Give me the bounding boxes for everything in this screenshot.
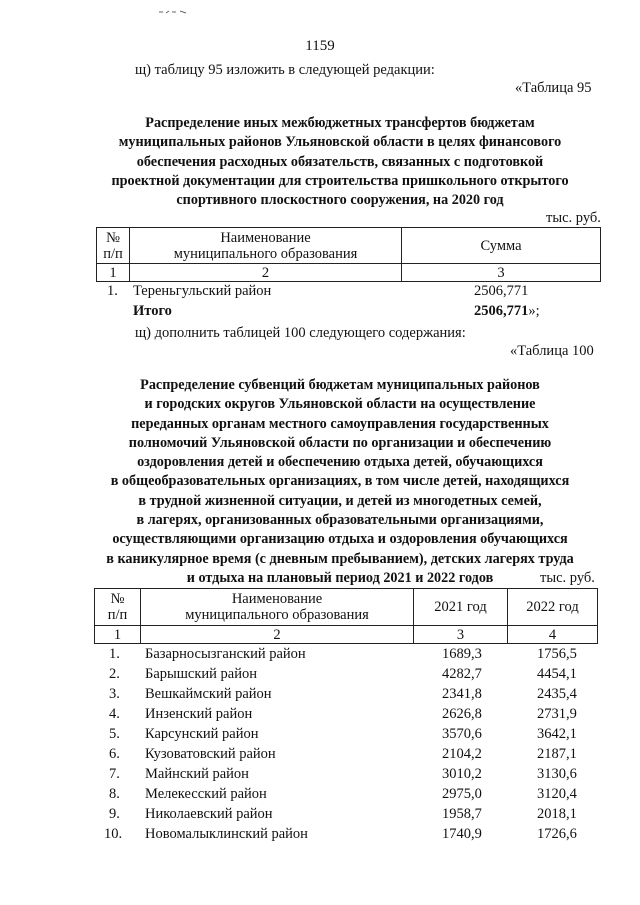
- table95-title: [60, 114, 620, 210]
- row-name: Тереньгульский район: [133, 283, 272, 299]
- table95-title-line: Распределение иных межбюджетных трансфертов бюджетам: [145, 115, 535, 131]
- row-number: 8.: [109, 786, 120, 802]
- table100-title-line: оздоровления детей и обеспечению отдыха детей, обучающихся: [137, 454, 543, 471]
- header-name-cell: Наименование муниципального образования: [130, 228, 402, 264]
- row-sum: 2506,771: [474, 283, 529, 299]
- row-2021: 2626,8: [442, 706, 482, 722]
- row-number: 10.: [104, 826, 123, 842]
- table100-title-line: в лагерях, организованных образовательными организациями,: [136, 512, 544, 529]
- col-number: 2: [141, 626, 414, 644]
- amendment-intro-1: щ) таблицу 95 изложить в следующей редакции:: [135, 62, 435, 78]
- col-number: 3: [402, 264, 601, 282]
- table100-title-line: осуществляющими организацию отдыха и оздоровления обучающихся: [112, 531, 568, 548]
- header-num-cell: № п/п: [97, 228, 130, 264]
- col-number: 4: [508, 626, 598, 644]
- table95-title-line: муниципальных районов Ульяновской области в целях финансового: [118, 134, 562, 151]
- table100-header: [94, 588, 598, 644]
- row-2022: 2435,4: [537, 686, 577, 702]
- row-number: 7.: [109, 766, 120, 782]
- table100-label: «Таблица 100: [510, 343, 594, 359]
- table100-title-line: в трудной жизненной ситуации, и детей из многодетных семей,: [138, 492, 542, 509]
- table100-title: [60, 376, 620, 588]
- amendment-intro-2: щ) дополнить таблицей 100 следующего содержания:: [135, 325, 466, 341]
- handwritten-mark-icon: [158, 8, 198, 16]
- row-2022: 4454,1: [537, 666, 577, 682]
- row-2022: 3130,6: [537, 766, 577, 782]
- row-number: 2.: [109, 666, 120, 682]
- row-2021: 2341,8: [442, 686, 482, 702]
- row-name: Майнский район: [145, 766, 249, 782]
- row-2021: 2104,2: [442, 746, 482, 762]
- row-2022: 2731,9: [537, 706, 577, 722]
- header-num-cell: № п/п: [95, 589, 141, 626]
- row-number: 1.: [107, 283, 118, 299]
- row-2022: 3642,1: [537, 726, 577, 742]
- row-number: 1.: [109, 646, 120, 662]
- table100-title-line: в каникулярное время (с дневным пребыванием), детских лагерях труда: [106, 550, 574, 567]
- table95-unit: тыс. руб.: [546, 210, 601, 226]
- row-2022: 2187,1: [537, 746, 577, 762]
- row-2021: 1689,3: [442, 646, 482, 662]
- row-name: Карсунский район: [145, 726, 259, 742]
- row-2021: 3010,2: [442, 766, 482, 782]
- row-name: Новомалыклинский район: [145, 826, 308, 842]
- col-number: 2: [130, 264, 402, 282]
- table95-label: «Таблица 95: [515, 80, 592, 96]
- header-2022-cell: 2022 год: [508, 589, 598, 626]
- table95-header: [96, 227, 601, 282]
- col-number: 3: [414, 626, 508, 644]
- table100-unit: тыс. руб.: [540, 570, 595, 586]
- row-2021: 1740,9: [442, 826, 482, 842]
- row-2021: 2975,0: [442, 786, 482, 802]
- row-2022: 2018,1: [537, 806, 577, 822]
- row-name: Барышский район: [145, 666, 257, 682]
- row-2021: 4282,7: [442, 666, 482, 682]
- row-name: Базарносызганский район: [145, 646, 306, 662]
- table100-title-line: в общеобразовательных организациях, в том числе детей, находящихся: [110, 473, 570, 490]
- row-name: Вешкаймский район: [145, 686, 272, 702]
- header-sum-cell: Сумма: [402, 228, 601, 264]
- table95-title-line: спортивного плоскостного сооружения, на 2020 год: [176, 192, 504, 209]
- table100-title-line: и отдыха на плановый период 2021 и 2022 годов: [186, 569, 494, 586]
- table95-title-line: проектной документации для строительства пришкольного открытого: [111, 172, 569, 189]
- row-number: 3.: [109, 686, 120, 702]
- table100-title-line: полномочий Ульяновской области по организации и обеспечению: [128, 434, 552, 451]
- row-name: Мелекесский район: [145, 786, 267, 802]
- row-2022: 3120,4: [537, 786, 577, 802]
- table100-title-line: Распределение субвенций бюджетам муниципальных районов: [140, 377, 540, 393]
- table100-title-line: переданных органам местного самоуправления государственных: [131, 415, 549, 432]
- row-2022: 1756,5: [537, 646, 577, 662]
- total-label: Итого: [133, 303, 172, 319]
- row-name: Инзенский район: [145, 706, 253, 722]
- page-number: 1159: [305, 38, 335, 54]
- header-2021-cell: 2021 год: [414, 589, 508, 626]
- row-2021: 3570,6: [442, 726, 482, 742]
- col-number: 1: [97, 264, 130, 282]
- row-number: 4.: [109, 706, 120, 722]
- row-number: 9.: [109, 806, 120, 822]
- row-2022: 1726,6: [537, 826, 577, 842]
- row-2021: 1958,7: [442, 806, 482, 822]
- row-number: 6.: [109, 746, 120, 762]
- row-number: 5.: [109, 726, 120, 742]
- table100-title-line: и городских округов Ульяновской области на осуществление: [144, 396, 536, 413]
- row-name: Николаевский район: [145, 806, 273, 822]
- total-sum: 2506,771»;: [474, 303, 540, 319]
- header-name-cell: Наименование муниципального образования: [141, 589, 414, 626]
- row-name: Кузоватовский район: [145, 746, 276, 762]
- table95-title-line: обеспечения расходных обязательств, связанных с подготовкой: [136, 153, 544, 170]
- col-number: 1: [95, 626, 141, 644]
